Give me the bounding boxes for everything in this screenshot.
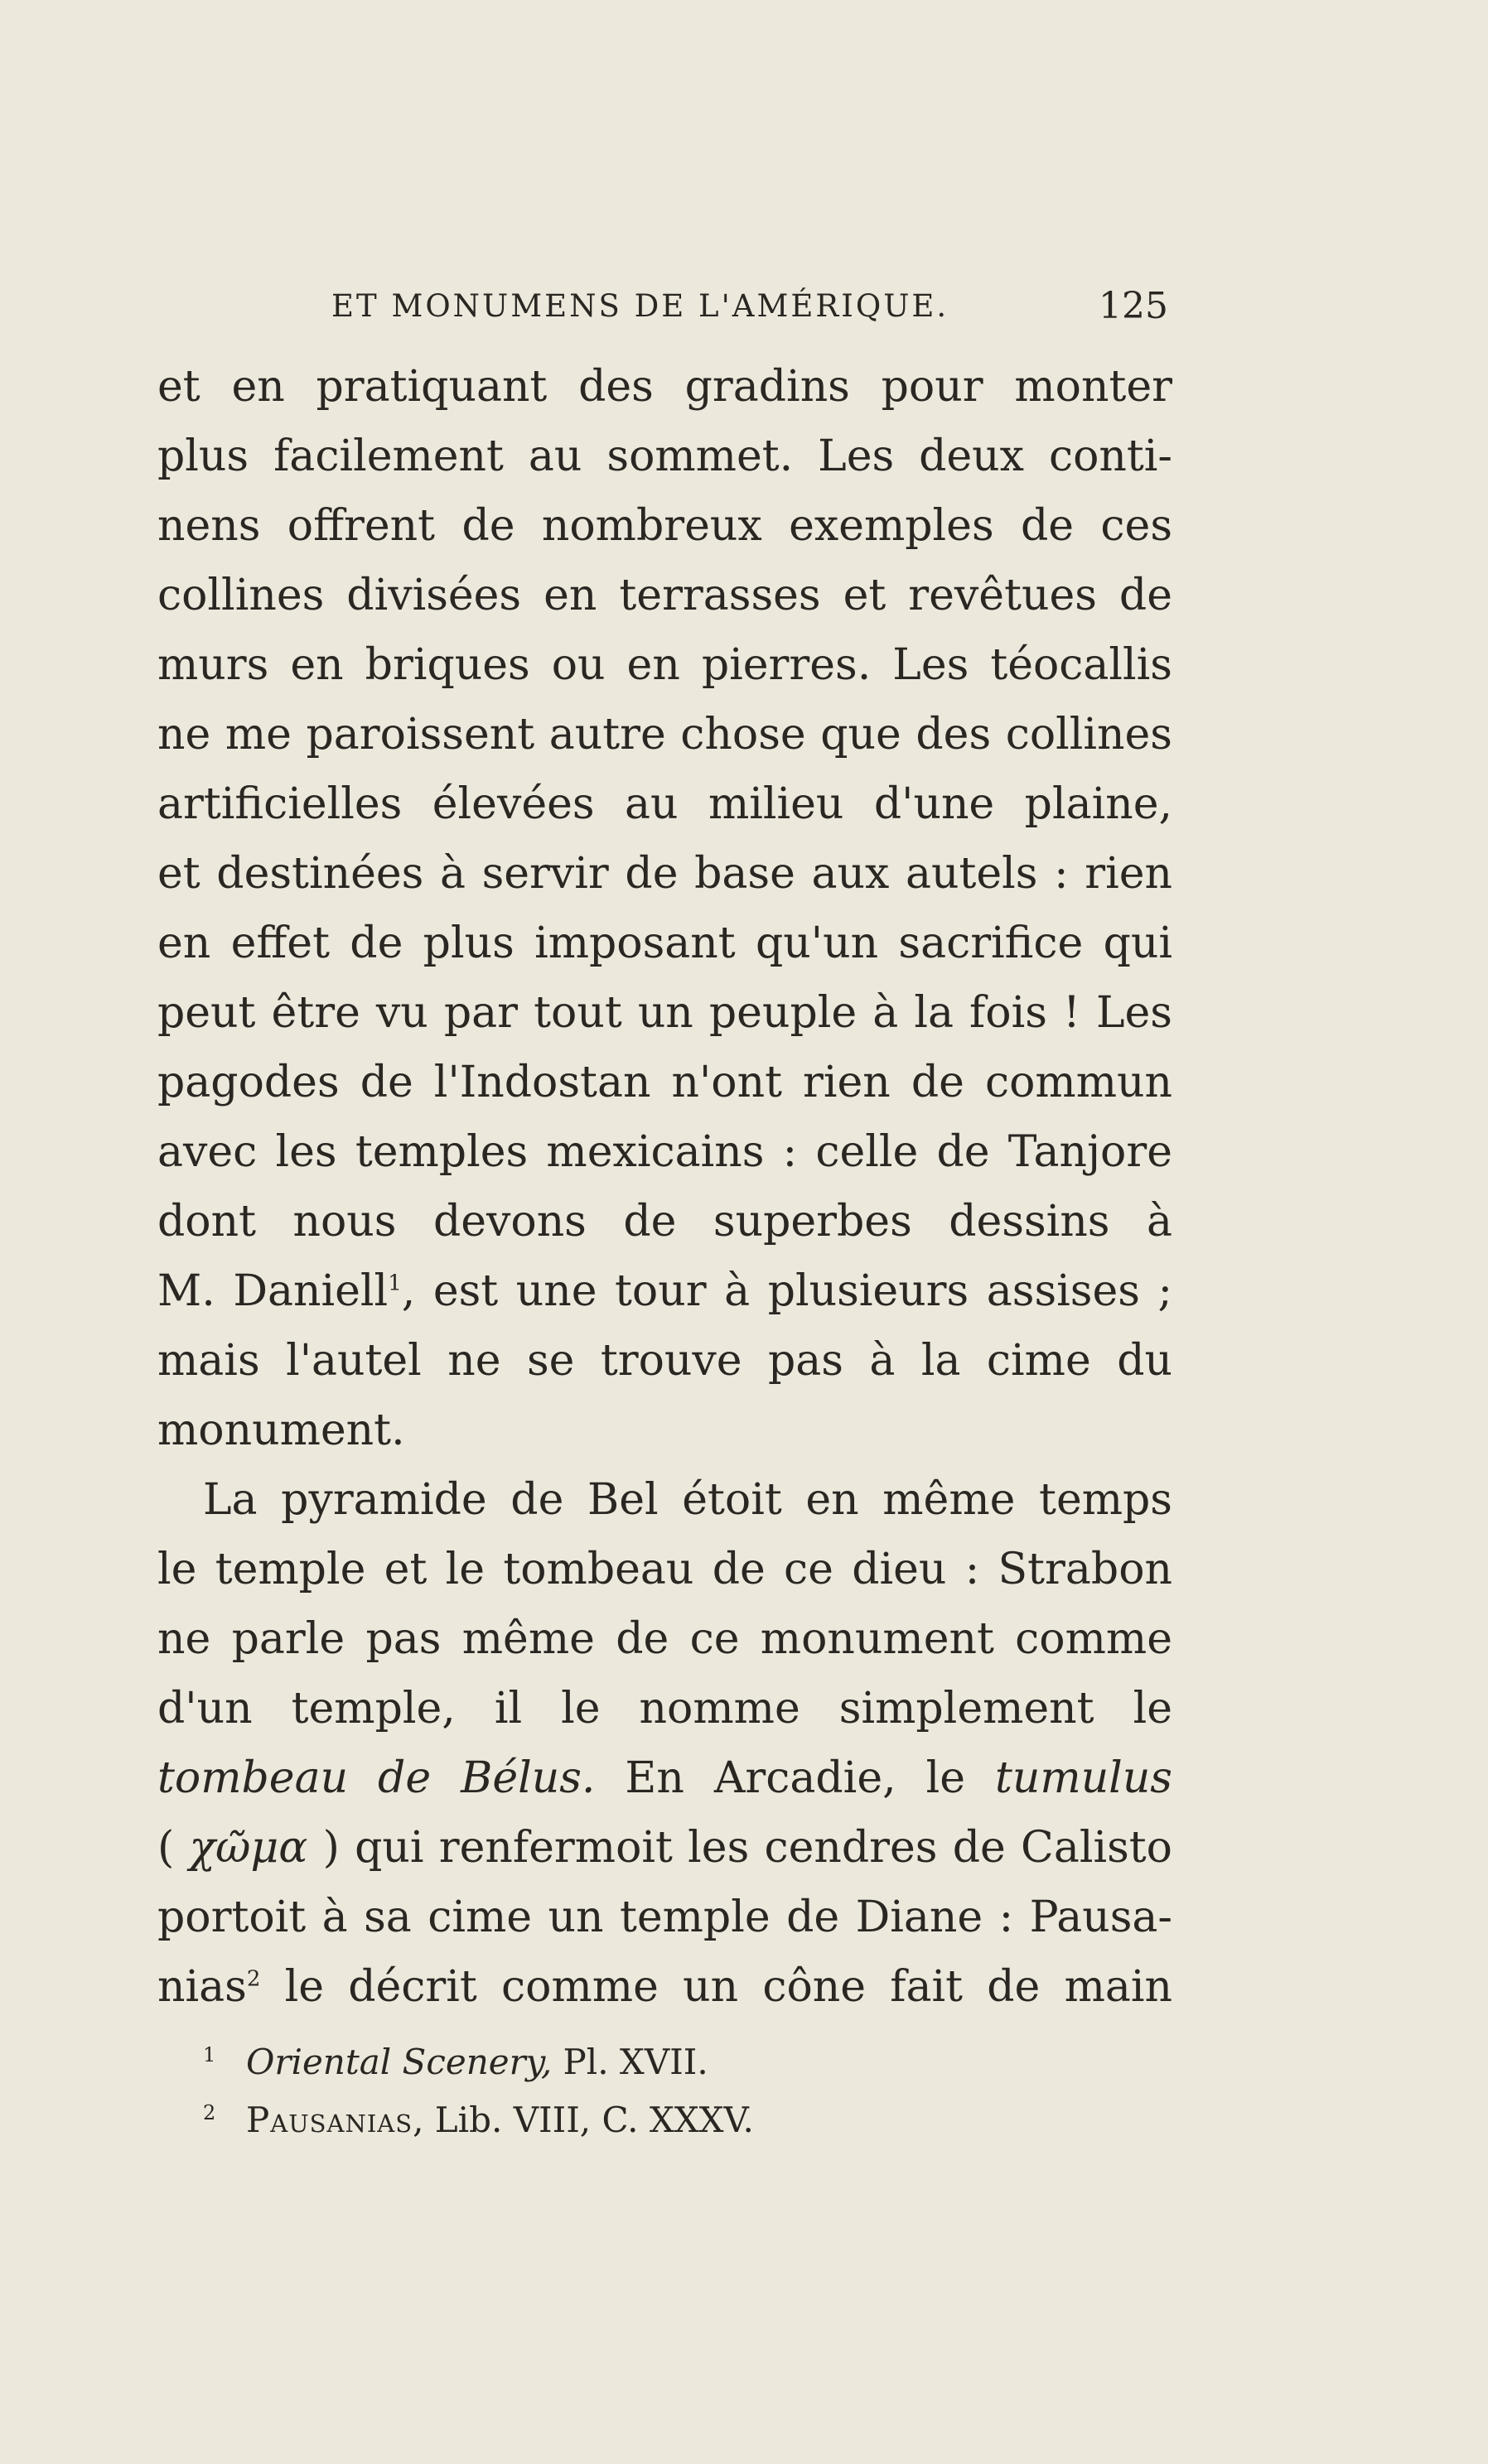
text-line <box>157 1952 1172 2022</box>
paragraph-start-line: La pyramide de Bel étoit en même temps <box>203 1475 1172 1525</box>
text-line: dont nous devons de superbes dessins à <box>157 1197 1172 1246</box>
text-line: pagodes de l'Indostan n'ont rien de commun <box>157 1058 1172 1107</box>
footnote-title: Oriental Scenery, <box>246 2042 553 2082</box>
text-segment: , est une tour à plusieurs assises ; <box>401 1266 1172 1316</box>
text-segment: le décrit comme un cône fait de main <box>260 1962 1172 2012</box>
text-line: le temple et le tombeau de ce dieu : Strabon <box>157 1545 1172 1594</box>
text-line: peut être vu par tout un peuple à la fois ! Les <box>157 988 1172 1038</box>
text-line: en effet de plus imposant qu'un sacrifice qui <box>157 919 1172 968</box>
text-line <box>157 1743 1172 1813</box>
footnote-text: Pl. XVII. <box>552 2042 708 2082</box>
text-line: portoit à sa cime un temple de Diane : Pausa- <box>157 1893 1172 1942</box>
text-line: et en pratiquant des gradins pour monter <box>157 362 1172 412</box>
text-segment: nias <box>157 1962 247 2012</box>
text-line: murs en briques ou en pierres. Les téocallis <box>157 640 1172 690</box>
footnote-1: 1 Oriental Scenery, Pl. XVII. <box>203 2042 708 2082</box>
italic-title: tombeau de Bélus. <box>157 1753 596 1803</box>
footnote-ref-2[interactable]: 2 <box>246 1966 261 1992</box>
footnote-text: , Lib. VIII, C. XXXV. <box>413 2100 754 2140</box>
text-line: monument. <box>157 1406 405 1455</box>
footnote-2: 2 Pausanias, Lib. VIII, C. XXXV. <box>203 2100 754 2140</box>
text-line <box>157 1813 1172 1883</box>
text-segment: En Arcadie, le <box>595 1753 995 1803</box>
text-segment: ( <box>157 1823 190 1873</box>
text-segment: M. Daniell <box>157 1266 389 1316</box>
greek-term: χῶμα <box>189 1823 308 1873</box>
footnotes <box>203 2033 1114 2149</box>
text-segment: ) qui renfermoit les cendres de Calisto <box>307 1823 1172 1873</box>
text-line: nens offrent de nombreux exemples de ces <box>157 501 1172 551</box>
text-line: artificielles élevées au milieu d'une plaine, <box>157 779 1172 829</box>
text-line: ne parle pas même de ce monument comme <box>157 1614 1172 1664</box>
footnote-author: Pausanias <box>246 2100 413 2140</box>
text-line <box>157 1256 1172 1326</box>
text-line: d'un temple, il le nomme simplement le <box>157 1684 1172 1733</box>
text-line: et destinées à servir de base aux autels : rien <box>157 849 1172 899</box>
text-line: mais l'autel ne se trouve pas à la cime du <box>157 1336 1172 1386</box>
running-title: ET MONUMENS DE L'AMÉRIQUE. <box>331 288 949 324</box>
running-head <box>331 285 1168 338</box>
text-line: plus facilement au sommet. Les deux conti- <box>157 432 1172 481</box>
text-line: ne me paroissent autre chose que des collines <box>157 710 1172 759</box>
italic-term: tumulus <box>995 1753 1172 1803</box>
page-number: 125 <box>1099 285 1168 327</box>
text-line: avec les temples mexicains : celle de Tanjore <box>157 1127 1172 1177</box>
body-text <box>157 352 1172 2022</box>
footnote-ref-1[interactable]: 1 <box>388 1271 402 1296</box>
text-line: collines divisées en terrasses et revêtues de <box>157 571 1172 620</box>
